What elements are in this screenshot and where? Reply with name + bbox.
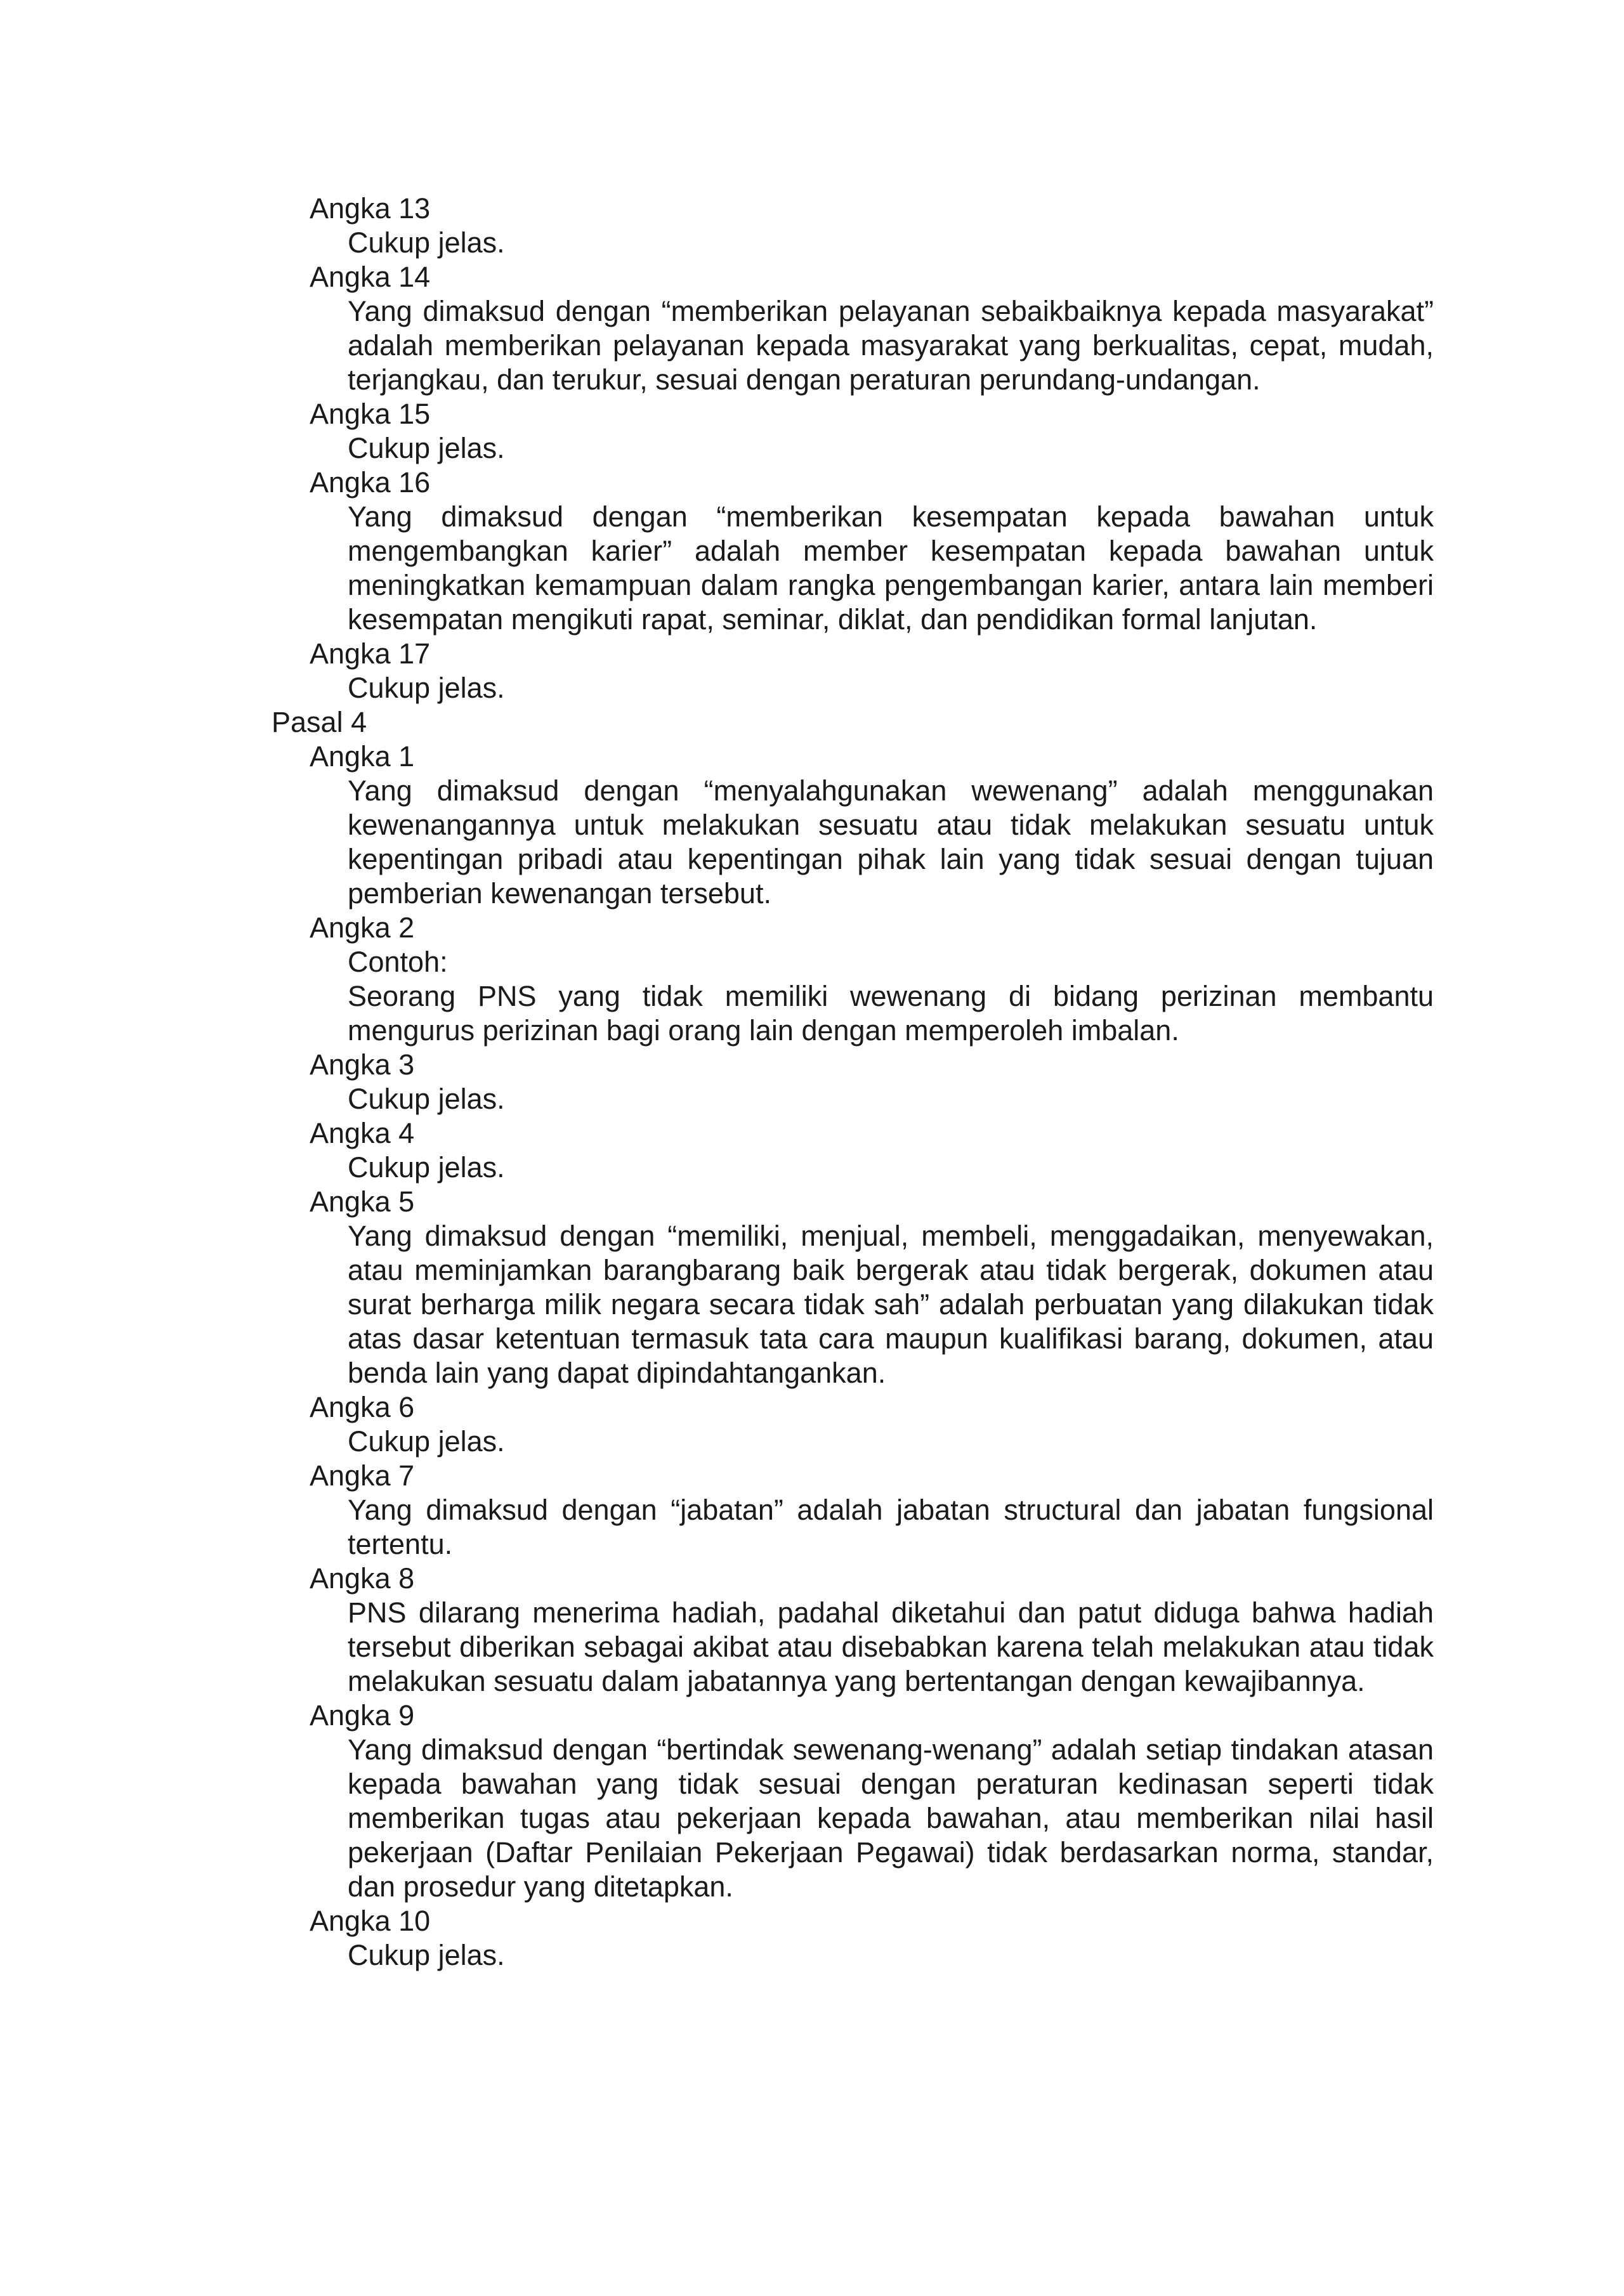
- paragraph: Yang dimaksud dengan “menyalahgunakan wewenang” adalah menggunakan kewenangannya untuk melakukan sesuatu atau tidak melakukan sesuatu untuk kepentingan pribadi atau kepentingan pihak lain yang tidak sesuai dengan tujuan pemberian kewenangan tersebut.: [348, 774, 1434, 910]
- body-text: Cukup jelas.: [348, 672, 505, 704]
- pasal-heading: Pasal 4: [272, 706, 367, 738]
- angka-heading: Angka 13: [310, 192, 431, 225]
- paragraph: Yang dimaksud dengan “jabatan” adalah jabatan structural dan jabatan fungsional tertentu.: [348, 1494, 1434, 1560]
- body-text: Cukup jelas.: [348, 432, 505, 464]
- angka-heading: Angka 6: [310, 1391, 415, 1423]
- body-text: Contoh:: [348, 946, 448, 978]
- paragraph: Yang dimaksud dengan “memberikan kesempatan kepada bawahan untuk mengembangkan karier” adalah member kesempatan kepada bawahan untuk meningkatkan kemampuan dalam rangka pengembangan karier, antara lain memberi kesempatan mengikuti rapat, seminar, diklat, dan pendidikan formal lanjutan.: [348, 500, 1434, 636]
- angka-heading: Angka 14: [310, 261, 431, 293]
- body-text: Cukup jelas.: [348, 226, 505, 259]
- body-text: Cukup jelas.: [348, 1151, 505, 1184]
- angka-heading: Angka 5: [310, 1185, 415, 1218]
- angka-heading: Angka 15: [310, 398, 431, 430]
- body-text: Cukup jelas.: [348, 1083, 505, 1115]
- paragraph: Yang dimaksud dengan “memberikan pelayanan sebaikbaiknya kepada masyarakat” adalah memberikan pelayanan kepada masyarakat yang berkualitas, cepat, mudah, terjangkau, dan terukur, sesuai dengan peraturan perundang-undangan.: [348, 295, 1434, 396]
- angka-heading: Angka 16: [310, 466, 431, 499]
- paragraph: PNS dilarang menerima hadiah, padahal diketahui dan patut diduga bahwa hadiah tersebut diberikan sebagai akibat atau disebabkan karena telah melakukan atau tidak melakukan sesuatu dalam jabatannya yang bertentangan dengan kewajibannya.: [348, 1596, 1434, 1697]
- angka-heading: Angka 9: [310, 1699, 415, 1732]
- angka-heading: Angka 2: [310, 911, 415, 944]
- document-body: [0, 192, 1624, 1973]
- paragraph: Yang dimaksud dengan “bertindak sewenang-wenang” adalah setiap tindakan atasan kepada bawahan yang tidak sesuai dengan peraturan kedinasan seperti tidak memberikan tugas atau pekerjaan kepada bawahan, atau memberikan nilai hasil pekerjaan (Daftar Penilaian Pekerjaan Pegawai) tidak berdasarkan norma, standar, dan prosedur yang ditetapkan.: [348, 1733, 1434, 1903]
- angka-heading: Angka 1: [310, 740, 415, 773]
- angka-heading: Angka 8: [310, 1562, 415, 1595]
- angka-heading: Angka 4: [310, 1117, 415, 1149]
- angka-heading: Angka 10: [310, 1905, 431, 1937]
- paragraph: Yang dimaksud dengan “memiliki, menjual, membeli, menggadaikan, menyewakan, atau meminjamkan barangbarang baik bergerak atau tidak bergerak, dokumen atau surat berharga milik negara secara tidak sah” adalah perbuatan yang dilakukan tidak atas dasar ketentuan termasuk tata cara maupun kualifikasi barang, dokumen, atau benda lain yang dapat dipindahtangankan.: [348, 1220, 1434, 1389]
- paragraph: Seorang PNS yang tidak memiliki wewenang di bidang perizinan membantu mengurus perizinan bagi orang lain dengan memperoleh imbalan.: [348, 980, 1434, 1047]
- angka-heading: Angka 7: [310, 1459, 415, 1492]
- angka-heading: Angka 17: [310, 637, 431, 670]
- angka-heading: Angka 3: [310, 1048, 415, 1081]
- body-text: Cukup jelas.: [348, 1939, 505, 1971]
- body-text: Cukup jelas.: [348, 1425, 505, 1458]
